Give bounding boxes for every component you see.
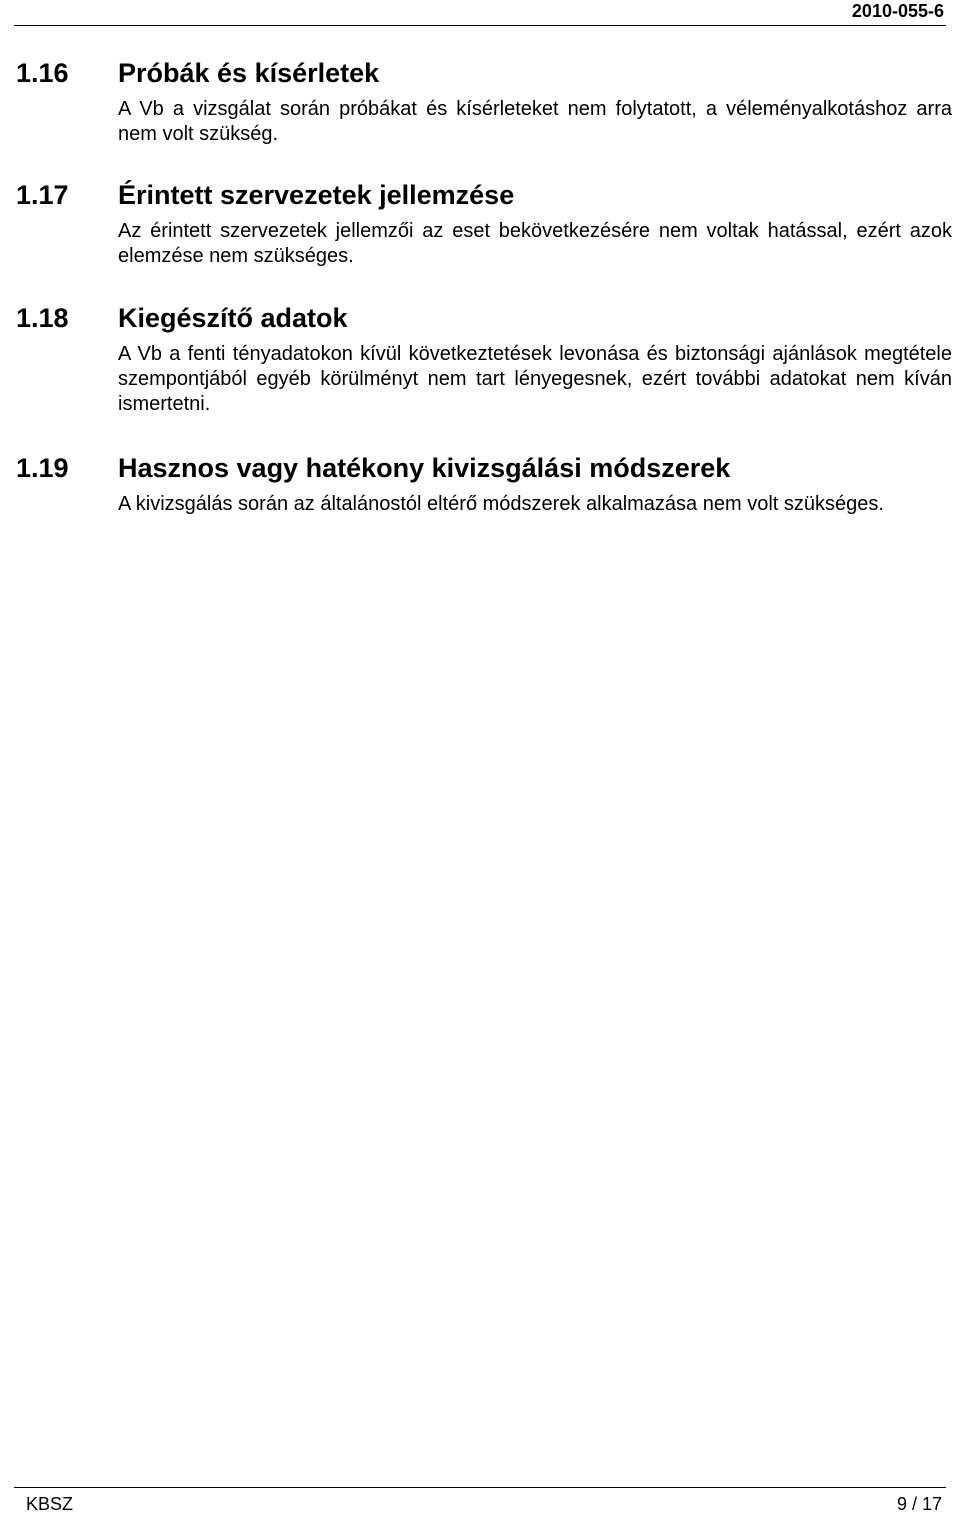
- section-number: 1.18: [16, 303, 69, 333]
- section-1-18: [16, 301, 952, 417]
- section-paragraph: A Vb a fenti tényadatokon kívül következtetések levonása és biztonsági ajánlások megtétele szempontjából egyéb körülményt nem tart lényegesnek, ezért további adatokat nem kíván ismertetni.: [118, 343, 952, 415]
- section-number: 1.16: [16, 58, 69, 88]
- section-title: Érintett szervezetek jellemzése: [118, 180, 515, 210]
- section-number: 1.17: [16, 180, 69, 210]
- footer-organization: KBSZ: [26, 1494, 74, 1514]
- section-heading: [16, 56, 952, 90]
- section-title: Hasznos vagy hatékony kivizsgálási módszerek: [118, 453, 731, 483]
- section-heading: [16, 301, 952, 335]
- section-paragraph: A kivizsgálás során az általánostól eltérő módszerek alkalmazása nem volt szükséges.: [118, 493, 884, 515]
- section-paragraph: Az érintett szervezetek jellemzői az eset bekövetkezésére nem voltak hatással, ezért azok elemzése nem szükséges.: [118, 220, 952, 267]
- section-title: Kiegészítő adatok: [118, 303, 348, 333]
- page-number: 9 / 17: [896, 1494, 942, 1514]
- section-1-19: [16, 451, 952, 517]
- section-1-17: [16, 178, 952, 269]
- header-divider: [14, 25, 946, 26]
- section-paragraph: A Vb a vizsgálat során próbákat és kísérleteket nem folytatott, a véleményalkotáshoz arra nem volt szükség.: [118, 98, 952, 145]
- section-heading: [16, 178, 952, 212]
- section-number: 1.19: [16, 453, 69, 483]
- footer-divider: [14, 1487, 946, 1488]
- section-heading: [16, 451, 952, 485]
- document-reference: 2010-055-6: [851, 1, 944, 21]
- section-title: Próbák és kísérletek: [118, 58, 380, 88]
- section-1-16: [16, 56, 952, 147]
